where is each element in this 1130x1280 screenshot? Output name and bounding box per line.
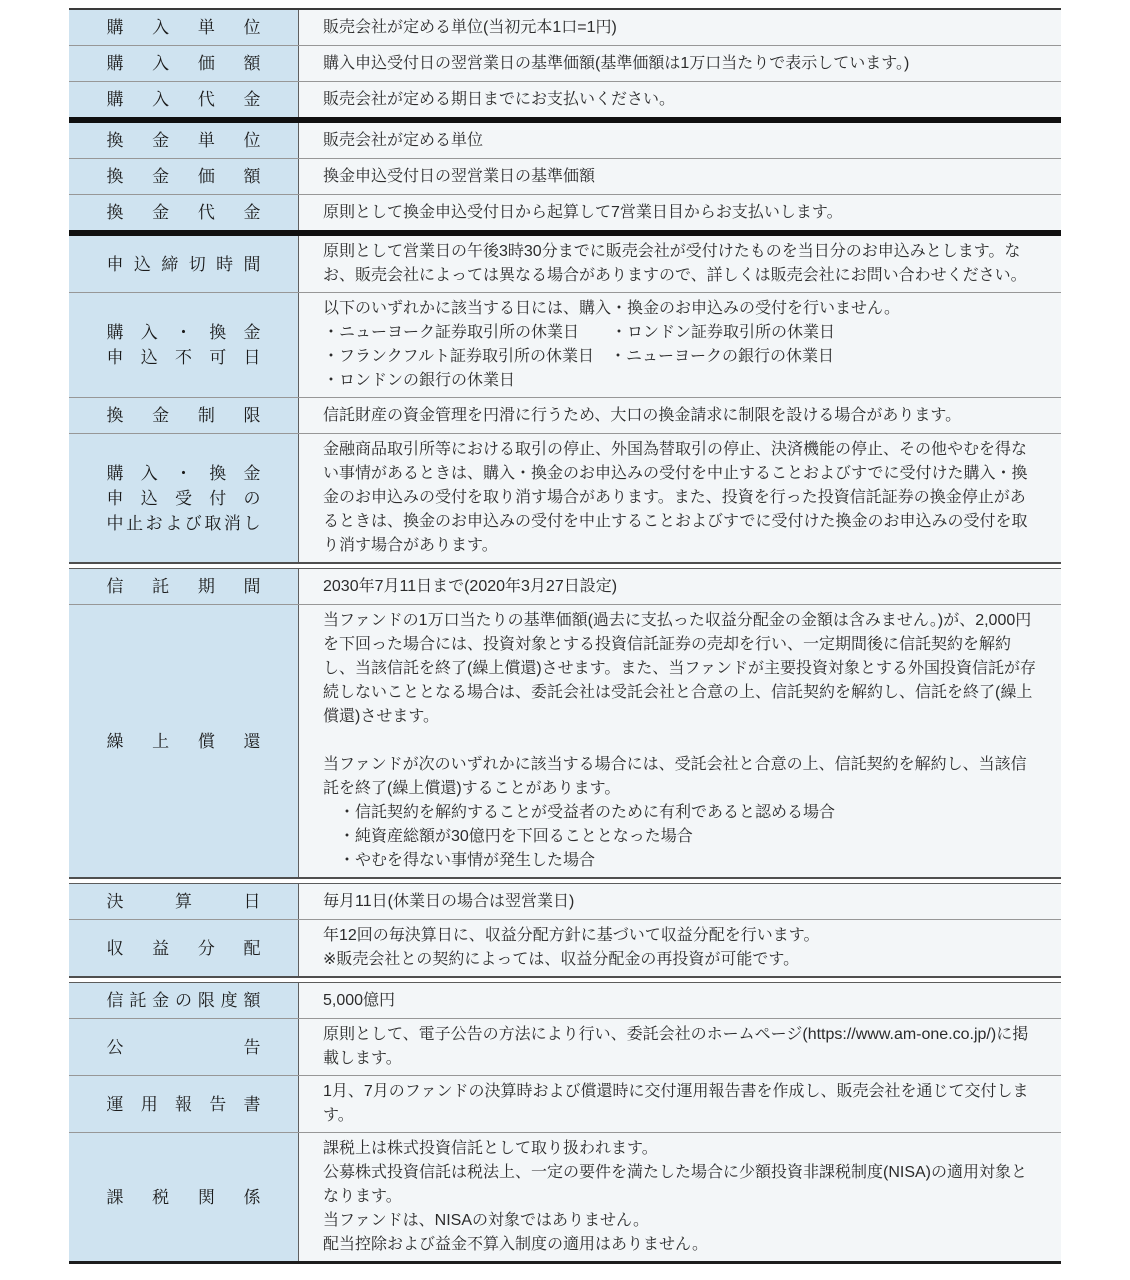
section-redemption xyxy=(69,123,1061,230)
row-content xyxy=(299,983,1061,1018)
row-content xyxy=(299,236,1061,292)
row-content xyxy=(299,569,1061,604)
row-content xyxy=(299,1019,1061,1075)
content-text: ・純資産総額が30億円を下回ることとなった場合 xyxy=(323,828,693,845)
table-row-no-application-days xyxy=(69,292,1061,397)
content-text: 当ファンドの1万口当たりの基準価額(過去に支払った収益分配金の金額は含みません。)が、2,000円を下回った場合には、投資対象とする投資信託証券の売却を行い、一定期間後に信託契約を解約し、当該信託を終了(繰上償還)させます。また、当ファンドが主要投資対象とする外国投資信託が存続しないこととなる場合は、委託会社は受託会社と合意の上、信託契約を解約し、信託を終了(繰上償還)させます。 xyxy=(323,612,1037,725)
row-content xyxy=(299,920,1061,976)
row-content xyxy=(299,293,1061,397)
row-label xyxy=(69,159,299,194)
content-text: 販売会社が定める単位(当初元本1口=1円) xyxy=(323,18,617,36)
content-text: 販売会社が定める単位 xyxy=(323,131,484,149)
row-content xyxy=(299,195,1061,230)
section-trust-term xyxy=(69,569,1061,877)
label-text: 購入・換金 xyxy=(106,463,261,483)
table-row-settlement-date xyxy=(69,884,1061,919)
label-text: 購入・換金 xyxy=(106,323,261,342)
row-content xyxy=(299,1133,1061,1261)
table-row-public-notice xyxy=(69,1018,1061,1075)
row-content xyxy=(299,82,1061,117)
fund-terms-table xyxy=(69,8,1061,1264)
label-text: 収益分配 xyxy=(106,938,261,958)
label-text: 申込不可日 xyxy=(106,348,261,367)
content-text: 信託財産の資金管理を円滑に行うため、大口の換金請求に制限を設ける場合があります。 xyxy=(323,406,962,424)
row-label xyxy=(69,434,299,562)
label-text: 信託期間 xyxy=(106,577,261,596)
label-text: 換金価額 xyxy=(106,167,261,186)
row-label xyxy=(69,1019,299,1075)
row-label xyxy=(69,195,299,230)
table-row-management-report xyxy=(69,1075,1061,1132)
row-label xyxy=(69,10,299,45)
content-text: 金融商品取引所等における取引の停止、外国為替取引の停止、決済機能の停止、その他やむを得ない事情があるときは、購入・換金のお申込みの受付を中止することおよびすでに受付けた購入・換金のお申込みの受付を取り消す場合があります。また、投資を行った投資信託証券の換金停止があるときは、換金のお申込みの受付を中止することおよびすでに受付けた換金のお申込みの受付を取り消す場合があります。 xyxy=(323,441,1028,554)
row-label xyxy=(69,884,299,919)
row-content xyxy=(299,398,1061,433)
row-label xyxy=(69,82,299,117)
content-text: 年12回の毎決算日に、収益分配方針に基づいて収益分配を行います。 xyxy=(323,927,820,944)
content-text: 販売会社が定める期日までにお支払いください。 xyxy=(323,90,676,108)
row-content xyxy=(299,46,1061,81)
table-row-redemption-restriction xyxy=(69,397,1061,433)
label-text: 公告 xyxy=(106,1037,261,1057)
row-content xyxy=(299,884,1061,919)
row-content xyxy=(299,10,1061,45)
label-text: 購入価額 xyxy=(106,54,261,73)
content-text: 原則として、電子公告の方法により行い、委託会社のホームページ(https://www.am-one.co.jp/)に掲載します。 xyxy=(323,1026,1029,1067)
content-text: ・ロンドンの銀行の休業日 xyxy=(323,372,516,389)
label-text: 運用報告書 xyxy=(106,1094,261,1114)
row-label xyxy=(69,605,299,877)
content-text: 当ファンドは、NISAの対象ではありません。 xyxy=(323,1212,649,1229)
content-text: ※販売会社との契約によっては、収益分配金の再投資が可能です。 xyxy=(323,951,800,968)
table-row-purchase-payment xyxy=(69,81,1061,117)
label-text: 購入代金 xyxy=(106,90,261,109)
content-text: ・信託契約を解約することが受益者のために有利であると認める場合 xyxy=(323,804,836,821)
label-text: 決算日 xyxy=(106,892,261,911)
row-label xyxy=(69,920,299,976)
row-label xyxy=(69,398,299,433)
table-row-redemption-payment xyxy=(69,194,1061,230)
table-row-trust-period xyxy=(69,569,1061,604)
label-text: 繰上償還 xyxy=(106,731,261,751)
row-label xyxy=(69,1133,299,1261)
label-text: 信託金の限度額 xyxy=(106,991,261,1010)
content-text: 当ファンドが次のいずれかに該当する場合には、受託会社と合意の上、信託契約を解約し、当該信託を終了(繰上償還)することがあります。 xyxy=(323,756,1027,797)
section-divider-double xyxy=(69,562,1061,569)
section-divider-double xyxy=(69,976,1061,983)
row-label xyxy=(69,236,299,292)
row-content xyxy=(299,605,1061,877)
table-row-trust-limit xyxy=(69,983,1061,1018)
table-row-purchase-price xyxy=(69,45,1061,81)
content-text: ・やむを得ない事情が発生した場合 xyxy=(323,852,596,869)
row-label xyxy=(69,983,299,1018)
table-row-purchase-unit xyxy=(69,10,1061,45)
content-text: 課税上は株式投資信託として取り扱われます。 xyxy=(323,1140,658,1157)
content-text: 2030年7月11日まで(2020年3月27日設定) xyxy=(323,577,618,595)
label-text: 購入単位 xyxy=(106,18,261,37)
content-text: 1月、7月のファンドの決算時および償還時に交付運用報告書を作成し、販売会社を通じて交付します。 xyxy=(323,1083,1029,1124)
table-row-redemption-price xyxy=(69,158,1061,194)
label-text: 申込締切時間 xyxy=(106,254,261,274)
content-text: 5,000億円 xyxy=(323,991,396,1009)
table-row-redemption-unit xyxy=(69,123,1061,158)
row-content xyxy=(299,123,1061,158)
content-text: 原則として営業日の午後3時30分までに販売会社が受付けたものを当日分のお申込みとします。なお、販売会社によっては異なる場合がありますので、詳しくは販売会社にお問い合わせください。 xyxy=(323,243,1027,284)
content-text: 公募株式投資信託は税法上、一定の要件を満たした場合に少額投資非課税制度(NISA)の適用対象となります。 xyxy=(323,1164,1028,1205)
section-divider-double xyxy=(69,877,1061,884)
content-text: 配当控除および益金不算入制度の適用はありません。 xyxy=(323,1236,708,1253)
row-content xyxy=(299,434,1061,562)
content-text: 換金申込受付日の翌営業日の基準価額 xyxy=(323,167,596,185)
content-text: ・フランクフルト証券取引所の休業日 ・ニューヨークの銀行の休業日 xyxy=(323,348,835,365)
section-settlement xyxy=(69,884,1061,976)
row-label xyxy=(69,46,299,81)
content-text: 原則として換金申込受付日から起算して7営業日目からお支払いします。 xyxy=(323,203,843,221)
label-text: 中止および取消し xyxy=(106,513,261,533)
table-row-application-deadline xyxy=(69,236,1061,292)
row-content xyxy=(299,159,1061,194)
content-text: 以下のいずれかに該当する日には、購入・換金のお申込みの受付を行いません。 xyxy=(323,300,900,317)
label-text: 課税関係 xyxy=(106,1187,261,1207)
content-text: ・ニューヨーク証券取引所の休業日 ・ロンドン証券取引所の休業日 xyxy=(323,324,836,341)
row-content xyxy=(299,1076,1061,1132)
table-row-application-suspension xyxy=(69,433,1061,562)
section-other xyxy=(69,983,1061,1261)
label-text: 申込受付の xyxy=(106,488,261,508)
table-row-early-redemption xyxy=(69,604,1061,877)
row-label xyxy=(69,569,299,604)
label-text: 換金制限 xyxy=(106,406,261,425)
content-text: 購入申込受付日の翌営業日の基準価額(基準価額は1万口当たりで表示しています。) xyxy=(323,54,910,72)
content-text xyxy=(323,729,1041,753)
label-text: 換金代金 xyxy=(106,203,261,222)
row-label xyxy=(69,1076,299,1132)
table-row-income-distribution xyxy=(69,919,1061,976)
content-text: 毎月11日(休業日の場合は翌営業日) xyxy=(323,892,575,910)
row-label xyxy=(69,293,299,397)
row-label xyxy=(69,123,299,158)
table-row-taxation xyxy=(69,1132,1061,1261)
section-purchase xyxy=(69,10,1061,117)
label-text: 換金単位 xyxy=(106,131,261,150)
section-application xyxy=(69,236,1061,562)
